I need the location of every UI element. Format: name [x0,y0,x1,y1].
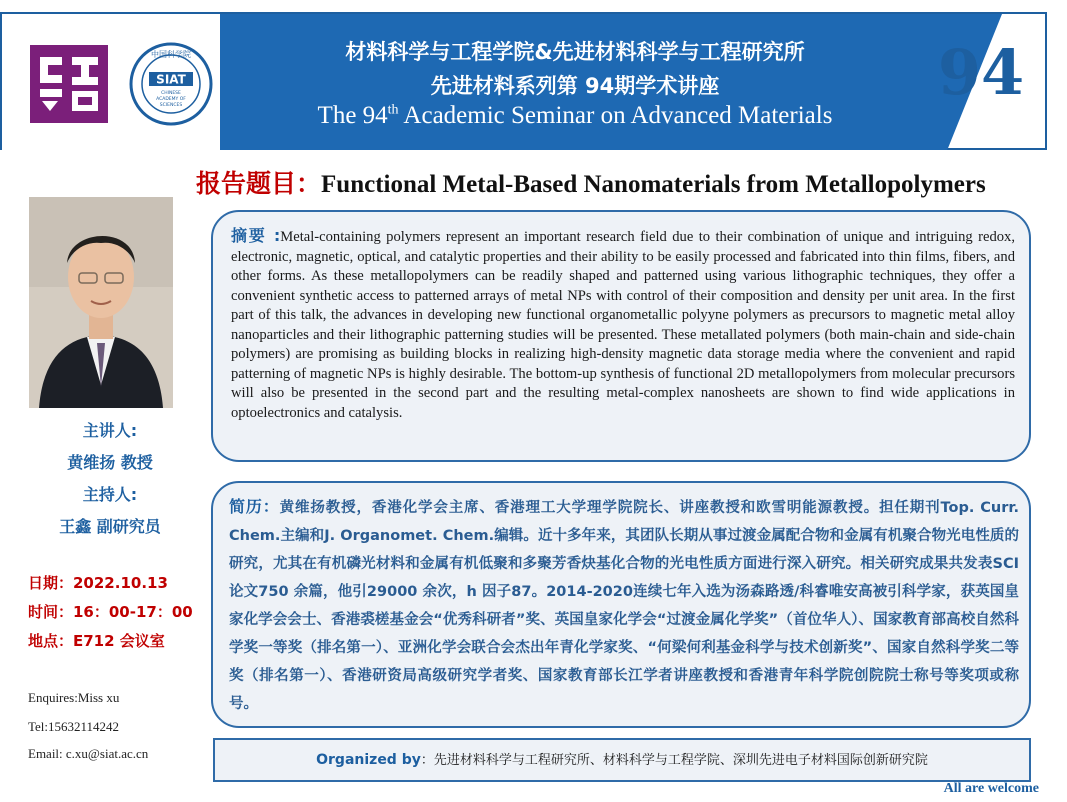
organizer-bar [213,738,1031,782]
abstract-text: Metal-containing polymers represent an important research field due to their combination of unique and intriguing redox, electronic, magnetic, optical, and catalytic properties and their ability to be easily processed and fabricated into thin films, fibers, and other forms. As these metallopolymers can be readily shaped and patterned using various lithographic techniques, they offer a convenient synthetic access to patterned arrays of metal NPs with control of their composition and density per unit area. In the first part of this talk, the advances in developing new functional organometallic polyyne polymers as precursors to magnetic metal alloy nanoparticles and their lithographic patterning studies will be presented. These metallated polymers (both main-chain and side-chain polymers) are promising as building blocks in realizing high-density magnetic data storage media where the convenient and rapid patterning of magnetic NPs is highly desirable. The bottom-up synthesis of functional 2D metallopolymers from molecular precursors will also be presented in the second part and the resulting metal-complex nanosheets are shown to find wide applications in optoelectronics and catalysis. [231,229,1015,421]
talk-title-text: Functional Metal-Based Nanomaterials from Metallopolymers [321,171,986,198]
talk-title [196,164,1056,200]
bio-box [211,481,1031,728]
header-subtitle-cn: 先进材料系列第 94期学术讲座 [430,74,720,98]
logo-ring-text: 中国科学院 [151,50,191,59]
contact-tel: Tel:15632114242 [28,719,120,734]
speaker-photo [29,197,173,408]
organizer-text: ：先进材料科学与工程研究所、材料科学与工程学院、深圳先进电子材料国际创新研究院 [420,753,928,768]
siat-logo-icon [129,42,213,126]
bio-text: 黄维扬教授，香港化学会主席、香港理工大学理学院院长、讲座教授和欧雪明能源教授。担任期刊Top. Curr. Chem.主编和J. Organomet. Chem.编辑。近十多年来，其团队长期从事过渡金属配合物和金属有机聚合物光电性质的研究，尤其在有机磷光材料和金属有机低聚和多聚芳香炔基化合物的光电性质方面进行深入研究。相关研究成果共发表SCI 论文750 余篇，他引29000 余次，h 因子87。2014-2020连续七年入选为汤森路透/科睿唯安高被引科学家，获英国皇家化学会会士、香港裘槎基金会“优秀科研者”奖、英国皇家化学会“过渡金属化学奖”（首位华人）、国家教育部高校自然科学奖一等奖（排名第一）、亚洲化学会联合会杰出年青化学家奖、“何梁何利基金科学与技术创新奖”、国家自然科学奖二等奖（排名第一）、香港研资局高级研究学者奖、国家教育部长江学者讲座教授和香港青年科学院创院院士称号等奖项或称号。 [229,500,1019,712]
bio-content [229,493,1019,718]
svg-text:ACADEMY OF: ACADEMY OF [156,97,186,102]
speaker-label: 主讲人: [82,421,138,440]
abstract-content [231,226,1015,423]
svg-text:SCIENCES: SCIENCES [159,103,183,108]
header-title-en: The 94th Academic Seminar on Advanced Materials [317,102,833,129]
logo-area [2,14,220,150]
header-title-cn: 材料科学与工程学院&先进材料科学与工程研究所 [345,40,805,64]
speaker-portrait-icon [29,197,173,408]
logo-siat-text: SIAT [156,72,186,87]
abstract-label: 摘要 : [231,226,281,245]
organizer-label: Organized by [316,752,421,768]
seminar-number: 94 [937,36,1025,109]
host-label: 主持人: [82,485,138,504]
bio-label: 简历： [229,497,280,516]
abstract-box [211,210,1031,462]
event-date: 日期：2022.10.13 [28,574,168,592]
welcome-note: All are welcome [943,781,1039,796]
header-banner [0,12,1047,150]
contact-enquiries: Enquires:Miss xu [28,690,120,705]
svg-text:CHINESE: CHINESE [161,91,181,96]
talk-title-label: 报告题目： [196,169,322,198]
speaker-name: 黄维扬 教授 [67,453,153,472]
university-logo-icon [30,45,108,123]
contact-email: Email: c.xu@siat.ac.cn [28,746,149,761]
event-time: 时间：16：00-17：00 [28,603,193,621]
event-location: 地点：E712 会议室 [28,632,165,650]
host-name: 王鑫 副研究员 [59,517,161,536]
